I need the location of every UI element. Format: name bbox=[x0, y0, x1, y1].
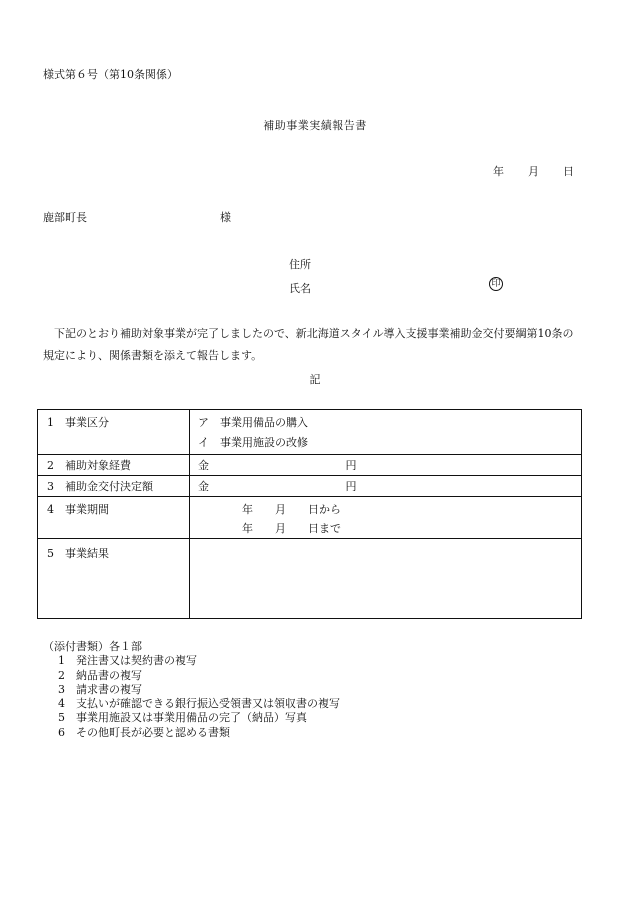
list-item: 2 納品書の複写 bbox=[58, 668, 142, 682]
subsidy-cost-label: 2 補助対象経費 bbox=[38, 455, 190, 476]
list-item: 5 事業用施設又は事業用備品の完了（納品）写真 bbox=[58, 711, 307, 725]
yen-prefix: 金 bbox=[198, 480, 209, 493]
name-label: 氏名 bbox=[289, 282, 311, 295]
yen-suffix: 円 bbox=[345, 480, 357, 493]
honorific: 様 bbox=[220, 211, 231, 224]
report-table bbox=[37, 409, 582, 619]
body-text: 下記のとおり補助対象事業が完了しましたので、新北海道スタイル導入支援事業補助金交付要綱第10条の規定により、関係書類を添えて報告します。 bbox=[43, 327, 574, 362]
list-item: 4 支払いが確認できる銀行振込受領書又は領収書の複写 bbox=[58, 697, 340, 711]
list-item: 3 請求書の複写 bbox=[58, 682, 142, 696]
table-row bbox=[38, 497, 582, 539]
table-row bbox=[38, 539, 582, 619]
form-number: 様式第６号（第10条関係） bbox=[43, 68, 178, 81]
table-row bbox=[38, 476, 582, 497]
table-row bbox=[38, 455, 582, 476]
period-from: 年 月 日から bbox=[242, 503, 341, 516]
category-option-a: ア 事業用備品の購入 bbox=[198, 416, 308, 429]
grant-decision-label: 3 補助金交付決定額 bbox=[38, 476, 190, 497]
table-row bbox=[38, 410, 582, 455]
business-category-value bbox=[190, 410, 582, 455]
business-category-label: 1 事業区分 bbox=[38, 410, 190, 455]
business-period-label: 4 事業期間 bbox=[38, 497, 190, 539]
list-item: 1 発注書又は契約書の複写 bbox=[58, 654, 197, 668]
seal-mark: 印 bbox=[489, 277, 503, 291]
date-day-label: 日 bbox=[563, 165, 574, 178]
yen-prefix: 金 bbox=[198, 459, 209, 472]
category-option-i: イ 事業用施設の改修 bbox=[198, 436, 308, 449]
business-result-label: 5 事業結果 bbox=[38, 539, 190, 619]
period-to: 年 月 日まで bbox=[242, 522, 341, 535]
business-period-value bbox=[190, 497, 582, 539]
grant-decision-value bbox=[190, 476, 582, 497]
attachments-header: （添付書類）各１部 bbox=[43, 640, 142, 653]
subsidy-cost-value bbox=[190, 455, 582, 476]
attachments-list bbox=[43, 640, 603, 740]
document-title: 補助事業実績報告書 bbox=[263, 119, 367, 132]
ki-heading: 記 bbox=[309, 373, 321, 386]
yen-suffix: 円 bbox=[345, 459, 357, 472]
date-year-label: 年 bbox=[493, 165, 504, 178]
address-label: 住所 bbox=[289, 258, 311, 271]
list-item: 6 その他町長が必要と認める書類 bbox=[58, 725, 230, 739]
addressee: 鹿部町長 bbox=[43, 211, 87, 224]
date-month-label: 月 bbox=[528, 165, 539, 178]
business-result-value bbox=[190, 539, 582, 619]
